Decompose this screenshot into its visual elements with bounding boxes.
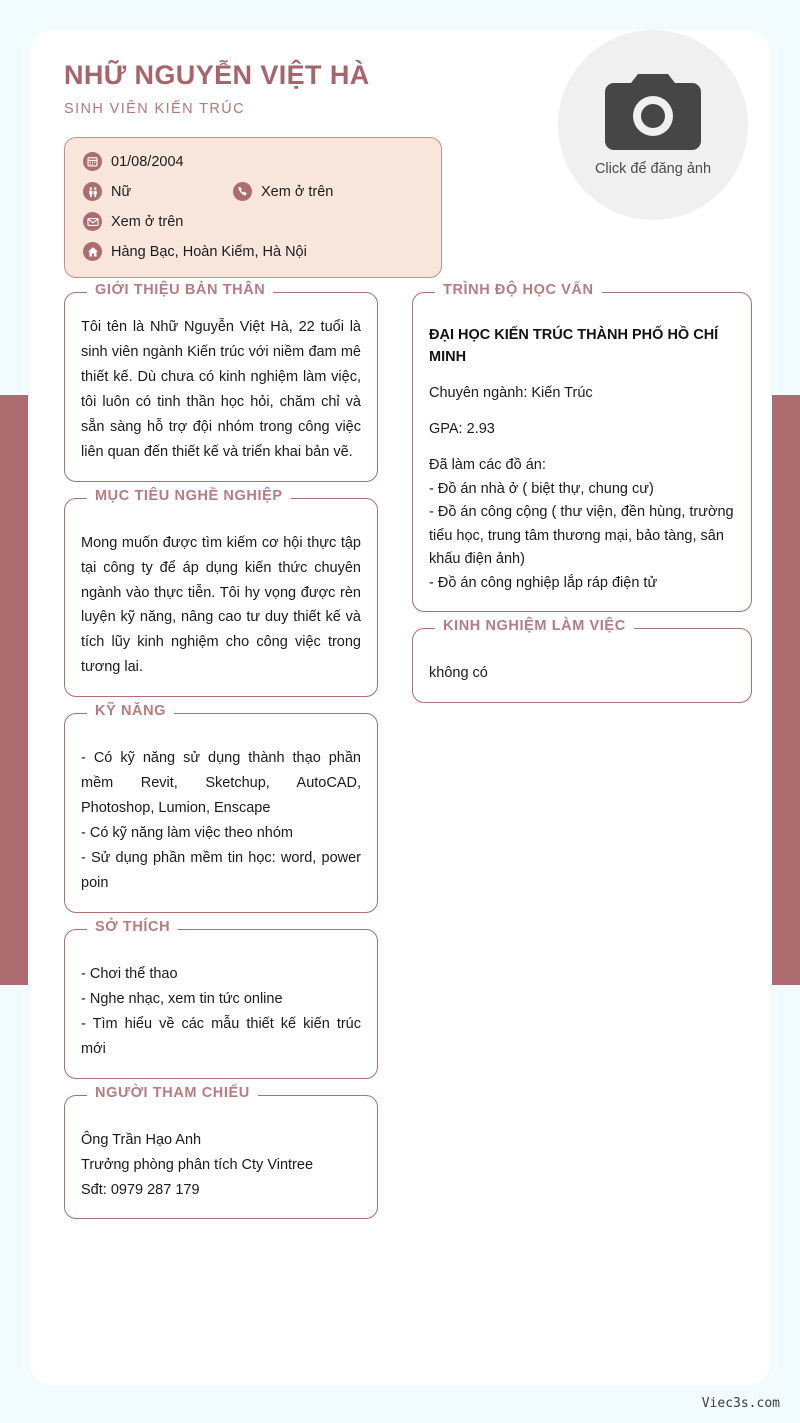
education-gpa: GPA: 2.93 — [429, 421, 495, 438]
photo-upload-label: Click để đăng ảnh — [594, 160, 712, 177]
contact-gender-value: Nữ — [111, 183, 132, 200]
education-projects — [429, 454, 735, 595]
contact-birthday-value: 01/08/2004 — [111, 153, 184, 170]
section-experience-title: KINH NGHIỆM LÀM VIỆC — [435, 618, 634, 634]
contact-row-birthday — [83, 152, 423, 171]
photo-upload-button[interactable] — [558, 30, 748, 220]
reference-name: Ông Trần Hạo Anh — [81, 1131, 202, 1148]
education-projects-label: Đã làm các đồ án: — [429, 457, 546, 474]
decorative-bar-right — [772, 395, 800, 985]
section-about — [64, 282, 378, 482]
home-icon — [83, 242, 102, 261]
job-title: SINH VIÊN KIẾN TRÚC — [64, 101, 246, 118]
section-skills-title: KỸ NĂNG — [87, 703, 174, 719]
section-objective — [64, 487, 378, 698]
section-education-body — [429, 315, 735, 595]
gender-icon — [83, 182, 102, 201]
contact-email-value: Xem ở trên — [111, 213, 184, 230]
contact-address[interactable] — [83, 242, 307, 261]
section-education — [412, 282, 752, 612]
cv-card — [30, 30, 770, 1385]
contact-info-box — [64, 137, 442, 278]
section-hobbies — [64, 918, 378, 1079]
contact-address-value: Hàng Bạc, Hoàn Kiếm, Hà Nội — [111, 243, 307, 260]
contact-row-email — [83, 212, 423, 231]
section-experience-body — [429, 651, 735, 686]
section-references-body — [81, 1118, 361, 1203]
education-school: ĐẠI HỌC KIẾN TRÚC THÀNH PHỐ HỒ CHÍ MINH — [429, 327, 719, 365]
list-item: - Có kỹ năng sử dụng thành thạo phần mềm Revit, Sketchup, AutoCAD, Photoshop, Lumion, Enscape — [81, 750, 361, 817]
envelope-icon — [83, 212, 102, 231]
cv-header — [30, 30, 770, 278]
experience-text: không có — [429, 665, 488, 682]
objective-text: Mong muốn được tìm kiếm cơ hội thực tập tại công ty để áp dụng kiến thức chuyên ngành vào thực tiễn. Tôi hy vọng được rèn luyện kỹ năng, nâng cao tư duy thiết kế và tích lũy kinh nghiệm cho công việc trong tương lai. — [81, 534, 361, 676]
section-objective-body — [81, 521, 361, 681]
footer-brand: Viec3s.com — [701, 1396, 780, 1411]
list-item: - Tìm hiểu về các mẫu thiết kế kiến trúc mới — [81, 1015, 361, 1057]
list-item: - Nghe nhạc, xem tin tức online — [81, 990, 283, 1007]
section-hobbies-title: SỞ THÍCH — [87, 919, 178, 935]
contact-row-address — [83, 242, 423, 261]
cv-right-column — [412, 282, 752, 703]
page-title: NHỮ NGUYỄN VIỆT HÀ — [64, 60, 370, 90]
contact-phone[interactable] — [233, 182, 333, 201]
camera-icon — [605, 74, 701, 155]
decorative-bar-left — [0, 395, 28, 985]
section-objective-title: MỤC TIÊU NGHỀ NGHIỆP — [87, 488, 291, 504]
section-education-title: TRÌNH ĐỘ HỌC VẤN — [435, 282, 602, 298]
calendar-icon — [83, 152, 102, 171]
contact-phone-value: Xem ở trên — [261, 183, 334, 200]
contact-email[interactable] — [83, 212, 183, 231]
phone-icon — [233, 182, 252, 201]
section-references — [64, 1084, 378, 1220]
list-item: - Có kỹ năng làm việc theo nhóm — [81, 825, 293, 842]
contact-birthday[interactable] — [83, 152, 184, 171]
list-item: - Đồ án công nghiệp lắp ráp điện tử — [429, 574, 658, 591]
list-item: - Đồ án công cộng ( thư viện, đền hùng, trường tiểu học, trung tâm thương mại, bảo tàng, sân khấu điện ảnh) — [429, 504, 734, 568]
section-experience — [412, 618, 752, 703]
section-about-body — [81, 315, 361, 465]
about-text: Tôi tên là Nhữ Nguyễn Việt Hà, 22 tuổi là sinh viên ngành Kiến trúc với niềm đam mê thiết kế. Dù chưa có kinh nghiệm làm việc, tôi luôn có tinh thần học hỏi, chăm chỉ và sẵn sàng hỗ trợ đội nhóm trong công việc liên quan đến thiết kế và triển khai bản vẽ. — [81, 319, 361, 460]
education-major: Chuyên ngành: Kiến Trúc — [429, 384, 593, 401]
section-skills — [64, 703, 378, 913]
list-item: - Chơi thể thao — [81, 965, 178, 982]
section-hobbies-body — [81, 952, 361, 1062]
contact-gender[interactable] — [83, 182, 233, 201]
section-references-title: NGƯỜI THAM CHIẾU — [87, 1085, 258, 1101]
cv-columns — [30, 278, 770, 1219]
reference-position: Trưởng phòng phân tích Cty Vintree — [81, 1156, 314, 1173]
list-item: - Đồ án nhà ở ( biệt thự, chung cư) — [429, 480, 654, 497]
cv-left-column — [64, 282, 378, 1219]
section-skills-body — [81, 736, 361, 896]
section-about-title: GIỚI THIỆU BẢN THÂN — [87, 282, 273, 298]
contact-row-gender-phone — [83, 182, 423, 201]
reference-phone: Sđt: 0979 287 179 — [81, 1181, 200, 1198]
list-item: - Sử dụng phần mềm tin học: word, power poin — [81, 850, 361, 891]
